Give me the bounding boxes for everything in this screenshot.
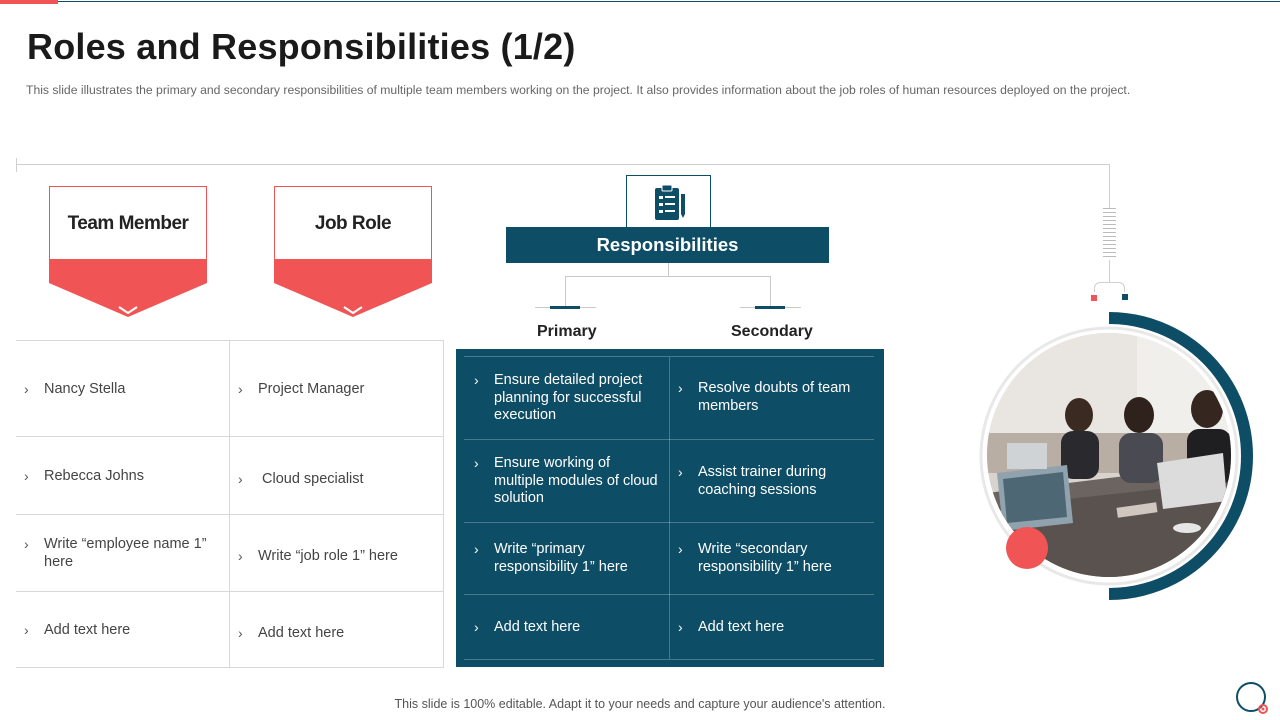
primary-cell [474, 455, 664, 508]
job-role-header [274, 186, 432, 318]
row-divider [464, 439, 874, 440]
chevron-right-icon: › [24, 536, 29, 552]
chevron-right-icon: › [238, 625, 243, 641]
chevron-right-icon: › [238, 381, 243, 397]
role-cell [238, 624, 434, 642]
secondary-cell [678, 380, 874, 415]
primary-text: Ensure detailed project planning for successful execution [494, 372, 643, 423]
secondary-cell [678, 619, 874, 637]
role-cell [238, 470, 434, 488]
row-divider [464, 594, 874, 595]
chevron-right-icon: › [24, 381, 29, 397]
secondary-text: Assist trainer during coaching sessions [698, 464, 827, 498]
frame-tick [16, 158, 17, 172]
tree-connector [565, 276, 771, 277]
responsibilities-title: Responsibilities [506, 227, 829, 263]
tree-connector [668, 263, 669, 276]
top-rule [58, 1, 1280, 2]
secondary-text: Resolve doubts of team members [698, 380, 851, 414]
chevron-right-icon: › [678, 464, 683, 480]
table-edge [443, 340, 444, 668]
secondary-cell [678, 541, 874, 576]
chevron-right-icon: › [678, 619, 683, 635]
member-cell [24, 621, 220, 639]
document-checklist-icon [649, 184, 689, 224]
chevron-right-icon: › [238, 471, 243, 487]
primary-cell [474, 619, 664, 637]
tree-cap-accent [550, 306, 580, 309]
responsibilities-icon-box [626, 175, 711, 227]
row-divider [16, 340, 444, 341]
chevron-right-icon: › [678, 541, 683, 557]
member-cell [24, 467, 220, 485]
row-divider [464, 659, 874, 660]
tree-cap-accent [755, 306, 785, 309]
row-divider [464, 522, 874, 523]
red-square-dot [1091, 295, 1097, 301]
primary-cell [474, 541, 664, 576]
role-cell [238, 547, 434, 565]
secondary-heading: Secondary [731, 323, 813, 340]
primary-heading: Primary [537, 323, 597, 340]
chevron-right-icon: › [24, 468, 29, 484]
primary-text: Ensure working of multiple modules of cloud solution [494, 455, 658, 506]
row-divider [16, 667, 444, 668]
primary-cell [474, 372, 664, 425]
arrow-banner-icon [274, 259, 432, 319]
primary-text: Add text here [494, 619, 581, 635]
chevron-right-icon: › [474, 372, 479, 388]
tree-connector [565, 276, 566, 307]
magnifier-gear-icon [1234, 680, 1274, 720]
column-divider [229, 340, 230, 668]
row-divider [16, 514, 444, 515]
red-accent-circle [1006, 527, 1048, 569]
member-cell [24, 380, 220, 398]
member-role-table [16, 340, 444, 668]
member-name: Nancy Stella [44, 381, 126, 397]
responsibilities-panel [456, 349, 884, 667]
role-name: Write “job role 1” here [258, 548, 398, 564]
role-name: Add text here [258, 625, 345, 641]
arrow-banner-icon [49, 259, 207, 319]
team-member-label: Team Member [49, 186, 207, 260]
secondary-text: Write “secondary responsibility 1” here [698, 541, 832, 575]
spring-stem [1109, 260, 1110, 282]
job-role-label: Job Role [274, 186, 432, 260]
member-name: Write “employee name 1” here [44, 536, 207, 570]
spring-decoration [1103, 208, 1116, 260]
team-member-header [49, 186, 207, 318]
member-cell [24, 535, 220, 571]
chevron-right-icon: › [238, 548, 243, 564]
column-divider [669, 357, 670, 659]
blue-square-dot [1122, 294, 1128, 300]
row-divider [464, 356, 874, 357]
role-name: Project Manager [258, 381, 365, 397]
chevron-right-icon: › [474, 541, 479, 557]
secondary-cell [678, 464, 874, 499]
frame-drop [1109, 164, 1110, 208]
role-name: Cloud specialist [262, 471, 364, 487]
chevron-right-icon: › [678, 380, 683, 396]
chevron-right-icon: › [24, 622, 29, 638]
tree-connector [770, 276, 771, 307]
page-title: Roles and Responsibilities (1/2) [27, 26, 576, 67]
chevron-right-icon: › [474, 455, 479, 471]
role-cell [238, 380, 434, 398]
page-subtitle: This slide illustrates the primary and secondary responsibilities of multiple team members working on the project. It also provides information about the job roles of human resources deployed on the project. [26, 83, 1131, 97]
spring-arms [1094, 282, 1125, 292]
row-divider [16, 436, 444, 437]
top-accent-bar [0, 0, 58, 4]
secondary-text: Add text here [698, 619, 785, 635]
footer-note: This slide is 100% editable. Adapt it to your needs and capture your audience's attention. [394, 697, 886, 711]
primary-text: Write “primary responsibility 1” here [494, 541, 628, 575]
member-name: Rebecca Johns [44, 468, 144, 484]
row-divider [16, 591, 444, 592]
chevron-right-icon: › [474, 619, 479, 635]
member-name: Add text here [44, 622, 131, 638]
frame-line [16, 164, 1110, 165]
